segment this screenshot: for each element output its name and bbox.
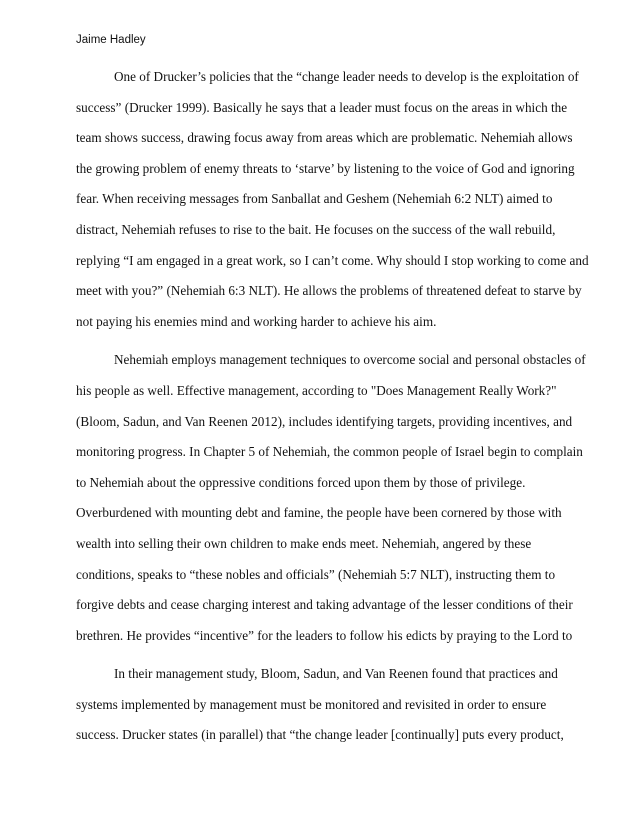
- paragraph-line: (Bloom, Sadun, and Van Reenen 2012), includes identifying targets, providing incentives, and: [76, 413, 573, 429]
- paragraph-line: success” (Drucker 1999). Basically he says that a leader must focus on the areas in which the: [76, 99, 568, 115]
- paragraph-line: forgive debts and cease charging interest and taking advantage of the lesser conditions of their: [76, 597, 573, 613]
- paragraph-line: meet with you?” (Nehemiah 6:3 NLT). He allows the problems of threatened defeat to starve by: [76, 283, 582, 299]
- paragraph-line: systems implemented by management must be monitored and revisited in order to ensure: [76, 696, 547, 712]
- paragraph-line: fear. When receiving messages from Sanballat and Geshem (Nehemiah 6:2 NLT) aimed to: [76, 191, 553, 207]
- paragraph-line: In their management study, Bloom, Sadun, and Van Reenen found that practices and: [114, 666, 558, 682]
- paragraph-line: monitoring progress. In Chapter 5 of Nehemiah, the common people of Israel begin to complain: [76, 444, 583, 460]
- paragraph-spacer: [76, 337, 568, 345]
- paragraph-line: Nehemiah employs management techniques to overcome social and personal obstacles of: [114, 352, 586, 368]
- page-header-author: Jaime Hadley: [76, 34, 146, 46]
- paragraph-line: One of Drucker’s policies that the “change leader needs to develop is the exploitation of: [114, 69, 579, 84]
- paragraph-spacer: [76, 651, 568, 659]
- paragraph-2: [76, 345, 586, 651]
- document-body: [76, 62, 589, 751]
- paragraph-line: success. Drucker states (in parallel) that “the change leader [continually] puts every product,: [76, 727, 564, 743]
- paragraph-line: distract, Nehemiah refuses to rise to the bait. He focuses on the success of the wall rebuild,: [76, 221, 556, 237]
- paragraph-line: brethren. He provides “incentive” for the leaders to follow his edicts by praying to the Lord to: [76, 627, 573, 643]
- paragraph-line: replying “I am engaged in a great work, so I can’t come. Why should I stop working to come and: [76, 252, 589, 268]
- paragraph-1: [76, 62, 589, 337]
- paragraph-line: team shows success, drawing focus away from areas which are problematic. Nehemiah allows: [76, 130, 573, 146]
- paragraph-line: wealth into selling their own children to make ends meet. Nehemiah, angered by these: [76, 535, 532, 551]
- paragraph-line: Overburdened with mounting debt and famine, the people have been cornered by those with: [76, 505, 562, 521]
- paragraph-line: the growing problem of enemy threats to ‘starve’ by listening to the voice of God and ignoring: [76, 160, 575, 176]
- paragraph-line: not paying his enemies mind and working harder to achieve his aim.: [76, 313, 437, 329]
- paragraph-line: to Nehemiah about the oppressive conditions forced upon them by those of privilege.: [76, 474, 526, 490]
- paragraph-line: his people as well. Effective management, according to "Does Management Really Work?": [76, 382, 557, 398]
- paragraph-3: [76, 659, 568, 751]
- paragraph-line: conditions, speaks to “these nobles and officials” (Nehemiah 5:7 NLT), instructing them to: [76, 566, 556, 582]
